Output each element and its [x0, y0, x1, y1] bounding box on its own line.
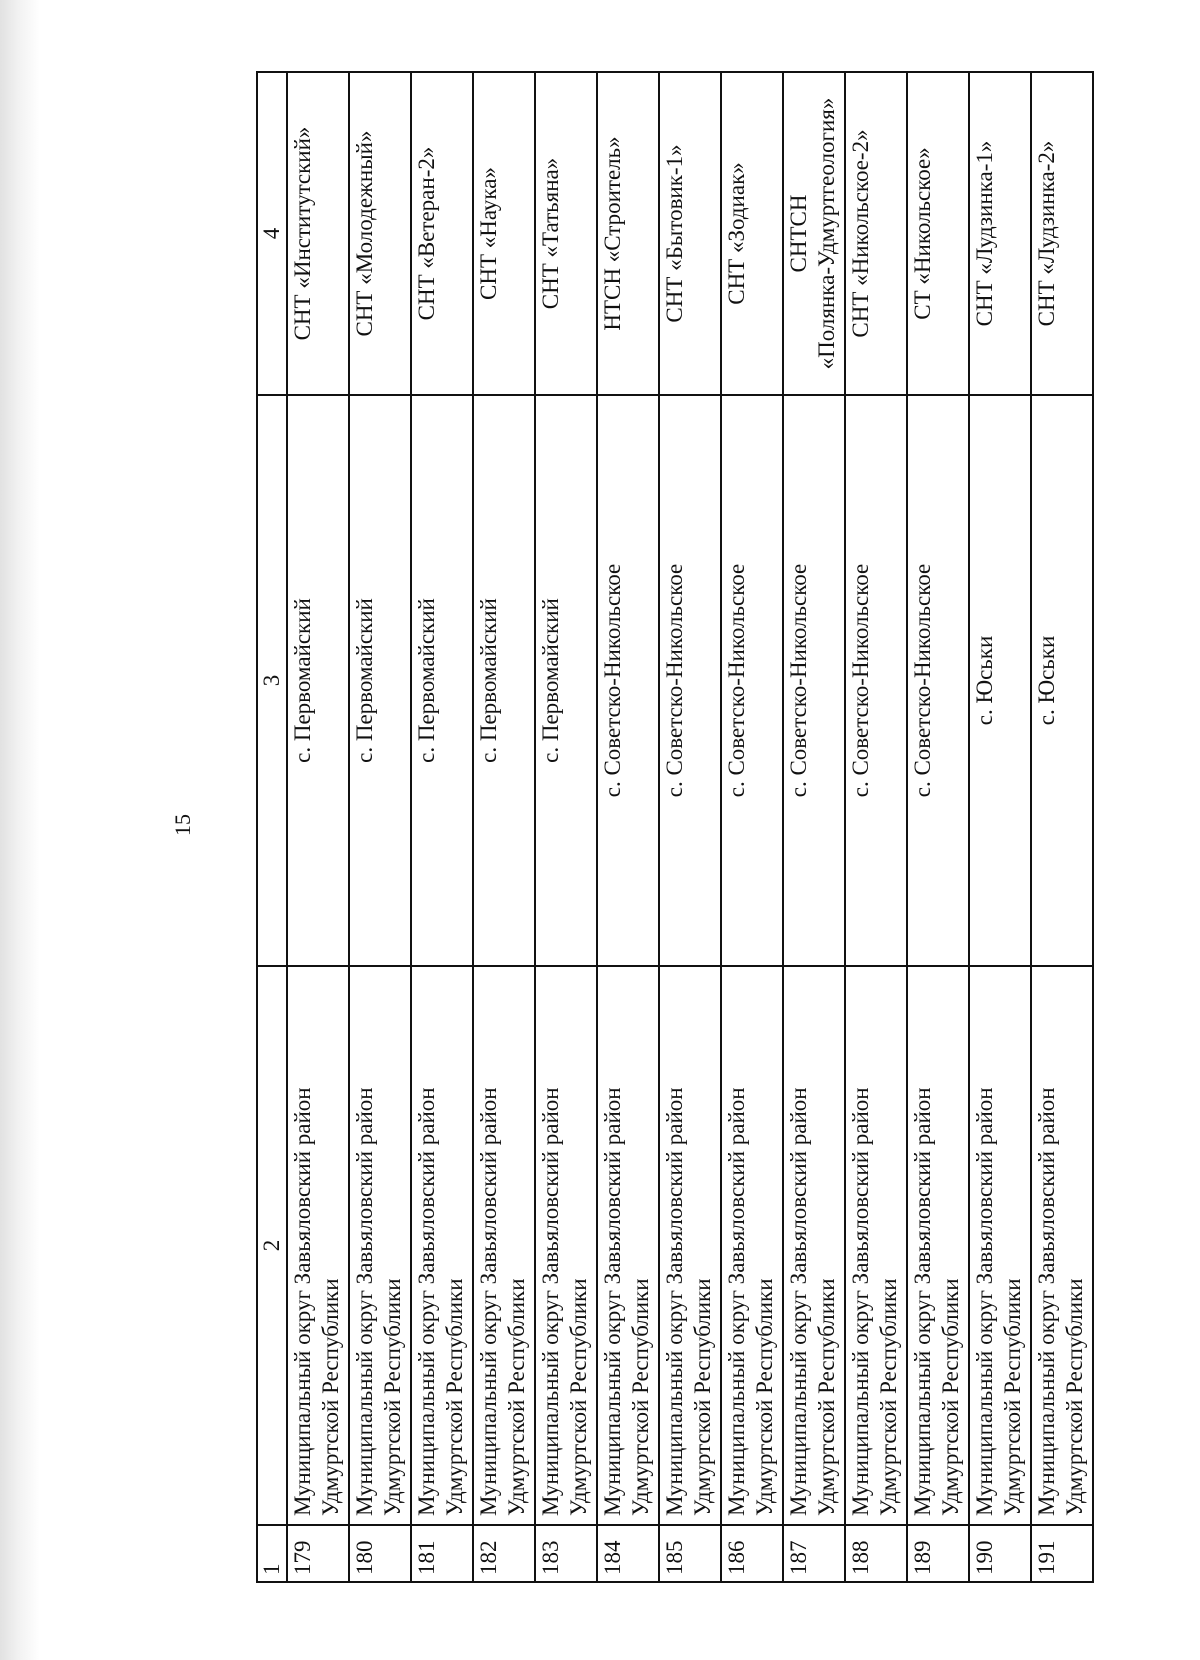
partnership-line: СНТ «Ветеран-2» — [414, 146, 439, 321]
district-line: Удмуртской Республики — [752, 1278, 777, 1516]
partnership-cell — [349, 72, 411, 395]
settlement-cell: с. Советско-Никольское — [783, 395, 845, 966]
table-row — [907, 72, 969, 1582]
settlement-cell: с. Советско-Никольское — [845, 395, 907, 966]
district-line: Муниципальный округ Завьяловский район — [910, 1087, 935, 1516]
table-header-row — [257, 72, 287, 1582]
district-line: Удмуртской Республики — [628, 1278, 653, 1516]
document-table — [256, 71, 1094, 1583]
settlement-cell: с. Юськи — [1031, 395, 1093, 966]
district-line: Муниципальный округ Завьяловский район — [476, 1087, 501, 1516]
partnership-line: СНТ «Лудзинка-1» — [972, 140, 997, 327]
district-line: Удмуртской Республики — [1062, 1278, 1087, 1516]
partnership-cell — [659, 72, 721, 395]
district-cell — [473, 966, 535, 1525]
district-cell — [783, 966, 845, 1525]
partnership-cell — [721, 72, 783, 395]
row-number: 184 — [597, 1525, 659, 1582]
partnership-line: СНТ «Лудзинка-2» — [1034, 140, 1059, 327]
settlement-cell: с. Советско-Никольское — [597, 395, 659, 966]
district-line: Удмуртской Республики — [318, 1278, 343, 1516]
row-number: 181 — [411, 1525, 473, 1582]
district-line: Удмуртской Республики — [690, 1278, 715, 1516]
partnership-line: СНТ «Наука» — [476, 167, 501, 300]
column-header-1: 1 — [257, 1525, 287, 1582]
district-line: Удмуртской Республики — [566, 1278, 591, 1516]
partnership-cell — [845, 72, 907, 395]
district-line: Муниципальный округ Завьяловский район — [972, 1087, 997, 1516]
district-line: Муниципальный округ Завьяловский район — [414, 1087, 439, 1516]
settlement-cell: с. Первомайский — [287, 395, 349, 966]
district-line: Муниципальный округ Завьяловский район — [600, 1087, 625, 1516]
row-number: 187 — [783, 1525, 845, 1582]
table-row — [1031, 72, 1093, 1582]
partnership-line: НТСН «Строитель» — [600, 136, 625, 331]
settlement-cell: с. Первомайский — [411, 395, 473, 966]
table-row — [411, 72, 473, 1582]
district-cell — [349, 966, 411, 1525]
district-cell — [721, 966, 783, 1525]
partnership-cell — [597, 72, 659, 395]
district-cell — [1031, 966, 1093, 1525]
row-number: 180 — [349, 1525, 411, 1582]
column-header-4: 4 — [257, 72, 287, 395]
row-number: 183 — [535, 1525, 597, 1582]
district-cell — [411, 966, 473, 1525]
table-row — [845, 72, 907, 1582]
district-cell — [845, 966, 907, 1525]
settlement-cell: с. Первомайский — [473, 395, 535, 966]
row-number: 179 — [287, 1525, 349, 1582]
partnership-line: «Полянка-Удмуртгеология» — [814, 97, 839, 370]
district-line: Муниципальный округ Завьяловский район — [1034, 1087, 1059, 1516]
page-number: 15 — [170, 814, 195, 836]
district-line: Удмуртской Республики — [814, 1278, 839, 1516]
row-number: 191 — [1031, 1525, 1093, 1582]
partnership-cell — [473, 72, 535, 395]
district-line: Удмуртской Республики — [938, 1278, 963, 1516]
partnership-cell — [411, 72, 473, 395]
table-body — [257, 72, 1093, 1582]
row-number: 186 — [721, 1525, 783, 1582]
column-header-2: 2 — [257, 966, 287, 1525]
partnership-line: СНТ «Институтский» — [290, 126, 315, 341]
table-row — [659, 72, 721, 1582]
partnership-cell — [535, 72, 597, 395]
district-cell — [287, 966, 349, 1525]
district-line: Муниципальный округ Завьяловский район — [848, 1087, 873, 1516]
district-line: Муниципальный округ Завьяловский район — [290, 1087, 315, 1516]
partnership-line: СНТ «Никольское-2» — [848, 129, 873, 338]
settlement-cell: с. Первомайский — [349, 395, 411, 966]
table-row — [473, 72, 535, 1582]
row-number: 182 — [473, 1525, 535, 1582]
partnership-cell — [1031, 72, 1093, 395]
partnership-line: СНТ «Татьяна» — [538, 157, 563, 310]
partnership-cell — [907, 72, 969, 395]
district-line: Удмуртской Республики — [1000, 1278, 1025, 1516]
row-number: 189 — [907, 1525, 969, 1582]
district-cell — [659, 966, 721, 1525]
district-cell — [597, 966, 659, 1525]
settlement-cell: с. Советско-Никольское — [659, 395, 721, 966]
column-header-3: 3 — [257, 395, 287, 966]
rotated-document-page — [168, 73, 1087, 1583]
table-row — [783, 72, 845, 1582]
district-line: Муниципальный округ Завьяловский район — [724, 1087, 749, 1516]
partnership-cell — [969, 72, 1031, 395]
table-row — [349, 72, 411, 1582]
table-row — [287, 72, 349, 1582]
district-cell — [535, 966, 597, 1525]
row-number: 185 — [659, 1525, 721, 1582]
district-line: Муниципальный округ Завьяловский район — [538, 1087, 563, 1516]
partnership-line: СНТ «Бытовик-1» — [662, 144, 687, 323]
district-line: Удмуртской Республики — [442, 1278, 467, 1516]
partnership-line: СНТ «Молодежный» — [352, 130, 377, 337]
district-cell — [907, 966, 969, 1525]
partnership-line: СТ «Никольское» — [910, 147, 935, 320]
scan-edge-shading — [0, 0, 40, 1660]
district-line: Удмуртской Республики — [380, 1278, 405, 1516]
settlement-cell: с. Советско-Никольское — [721, 395, 783, 966]
settlement-cell: с. Юськи — [969, 395, 1031, 966]
partnership-line: СНТСН — [786, 194, 811, 273]
settlement-cell: с. Советско-Никольское — [907, 395, 969, 966]
district-line: Удмуртской Республики — [504, 1278, 529, 1516]
settlement-cell: с. Первомайский — [535, 395, 597, 966]
district-line: Муниципальный округ Завьяловский район — [786, 1087, 811, 1516]
district-line: Муниципальный округ Завьяловский район — [352, 1087, 377, 1516]
district-line: Удмуртской Республики — [876, 1278, 901, 1516]
row-number: 190 — [969, 1525, 1031, 1582]
row-number: 188 — [845, 1525, 907, 1582]
table-row — [597, 72, 659, 1582]
partnership-cell — [287, 72, 349, 395]
partnership-cell — [783, 72, 845, 395]
district-line: Муниципальный округ Завьяловский район — [662, 1087, 687, 1516]
table-row — [969, 72, 1031, 1582]
table-row — [535, 72, 597, 1582]
district-cell — [969, 966, 1031, 1525]
partnership-line: СНТ «Зодиак» — [724, 162, 749, 305]
table-row — [721, 72, 783, 1582]
